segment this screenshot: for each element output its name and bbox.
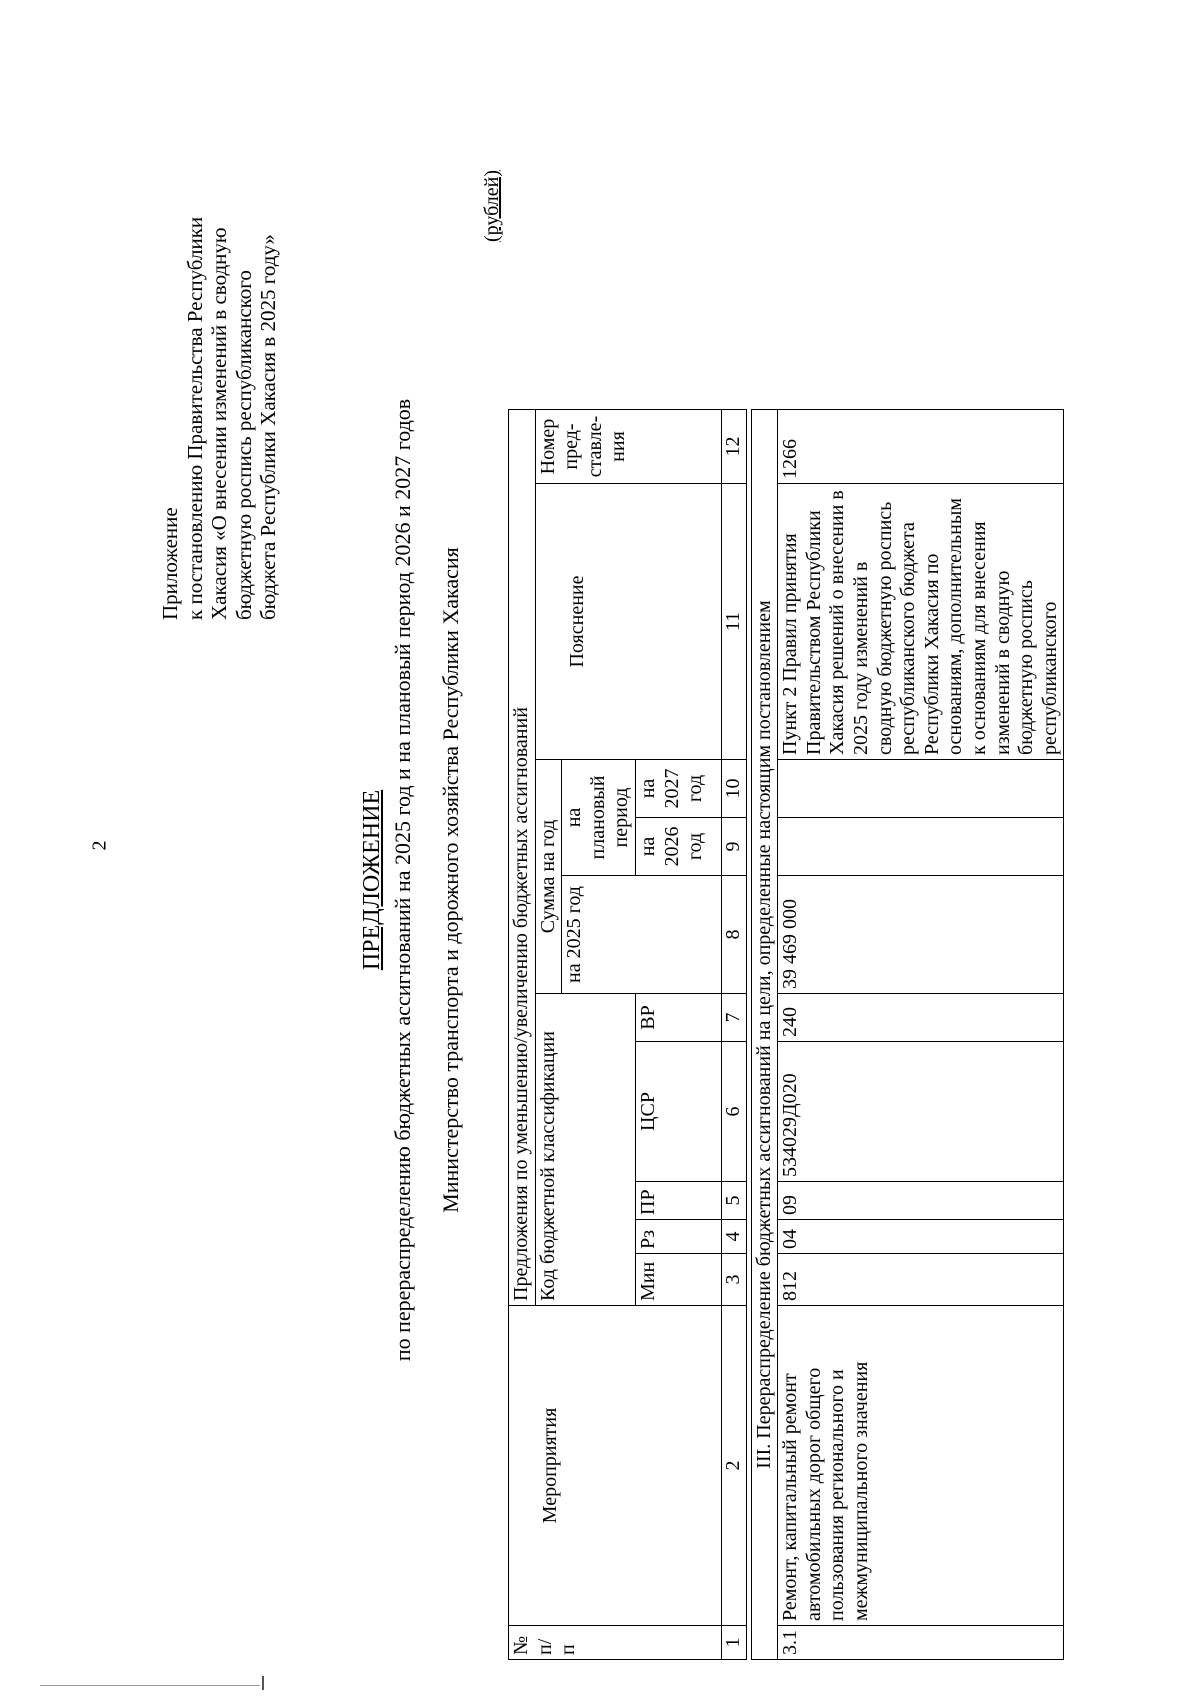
- header-num: № п/п: [509, 1626, 722, 1660]
- appendix-line: Хакасия «О внесении изменений в сводную: [207, 227, 232, 620]
- section-row: [751, 410, 778, 1660]
- header-rz: Рз: [635, 1220, 721, 1254]
- row-y2027: [778, 760, 1064, 818]
- header-code: Код бюджетной классификации: [535, 994, 635, 1306]
- row-explanation: Пункт 2 Правил принятия Правительством Республики Хакасия решений о внесении в 2025 году изменений в сводную бюджетную роспись республиканского бюджета Республики Хакасия по основаниям, дополнительным к основаниям для внесения изменений в сводную бюджетную роспись республиканского: [778, 484, 1064, 760]
- header-row-1: [509, 410, 536, 1660]
- col-number: 12: [721, 410, 746, 484]
- scan-margin-line: [40, 1685, 260, 1686]
- header-explanation: Пояснение: [535, 484, 721, 760]
- header-y2026: на 2026 год: [635, 818, 721, 876]
- appendix-line: к постановлению Правительства Республики: [182, 216, 207, 620]
- scan-margin-mark: [262, 1676, 264, 1690]
- header-pr: ПР: [635, 1182, 721, 1220]
- col-number: 6: [721, 1042, 746, 1182]
- col-number: 1: [721, 1626, 746, 1660]
- row-vr: 240: [778, 994, 1064, 1042]
- col-number: 11: [721, 484, 746, 760]
- page-number: 2: [88, 840, 111, 851]
- appendix-note: [158, 100, 281, 620]
- row-rz: 04: [778, 1220, 1064, 1254]
- col-number: 7: [721, 994, 746, 1042]
- document-title: [358, 260, 416, 1500]
- ministry-name: Министерство транспорта и дорожного хозяйства Республики Хакасия: [438, 547, 463, 1213]
- appendix-line: Приложение: [158, 507, 182, 620]
- col-number: 10: [721, 760, 746, 818]
- header-vr: ВР: [635, 994, 721, 1042]
- currency-unit: (рублей): [481, 170, 503, 243]
- column-number-row: [721, 410, 746, 1660]
- col-number: 8: [721, 876, 746, 994]
- rotated-page-content: [128, 100, 1061, 1660]
- header-min: Мин: [635, 1254, 721, 1306]
- header-planned: на плановый период: [562, 760, 636, 876]
- row-num: 3.1: [778, 1626, 1064, 1660]
- title-subheading: по перераспределению бюджетных ассигнований на 2025 год и на плановый период 2026 и 2027 годов: [390, 398, 416, 1362]
- header-proposals: Предложения по уменьшению/увеличению бюджетных ассигнований: [509, 410, 536, 1306]
- col-number: 3: [721, 1254, 746, 1306]
- header-rep-number: Номер пред-ставле-ния: [535, 410, 721, 484]
- col-number: 2: [721, 1306, 746, 1626]
- row-pr: 09: [778, 1182, 1064, 1220]
- header-y2025: на 2025 год: [562, 876, 722, 994]
- col-number: 5: [721, 1182, 746, 1220]
- row-csr: 534029Д020: [778, 1042, 1064, 1182]
- header-y2027: на 2027 год: [635, 760, 721, 818]
- section-title: III. Перераспределение бюджетных ассигнований на цели, определенные настоящим постановлением: [751, 410, 778, 1660]
- appendix-line: бюджетную роспись республиканского: [231, 270, 256, 620]
- row-event: Ремонт, капитальный ремонт автомобильных дорог общего пользования регионального и межмуниципального значения: [778, 1306, 1064, 1626]
- row-min: 812: [778, 1254, 1064, 1306]
- row-y2026: [778, 818, 1064, 876]
- col-number: 4: [721, 1220, 746, 1254]
- header-csr: ЦСР: [635, 1042, 721, 1182]
- table-row: [778, 410, 1064, 1660]
- header-events: Мероприятия: [509, 1306, 722, 1626]
- header-sum: Сумма на год: [535, 760, 562, 994]
- col-number: 9: [721, 818, 746, 876]
- budget-table: [508, 409, 1064, 1660]
- title-heading: ПРЕДЛОЖЕНИЕ: [359, 789, 385, 971]
- row-y2025: 39 469 000: [778, 876, 1064, 994]
- row-rep-number: 1266: [778, 410, 1064, 484]
- appendix-line: бюджета Республики Хакасия в 2025 году»: [256, 234, 281, 620]
